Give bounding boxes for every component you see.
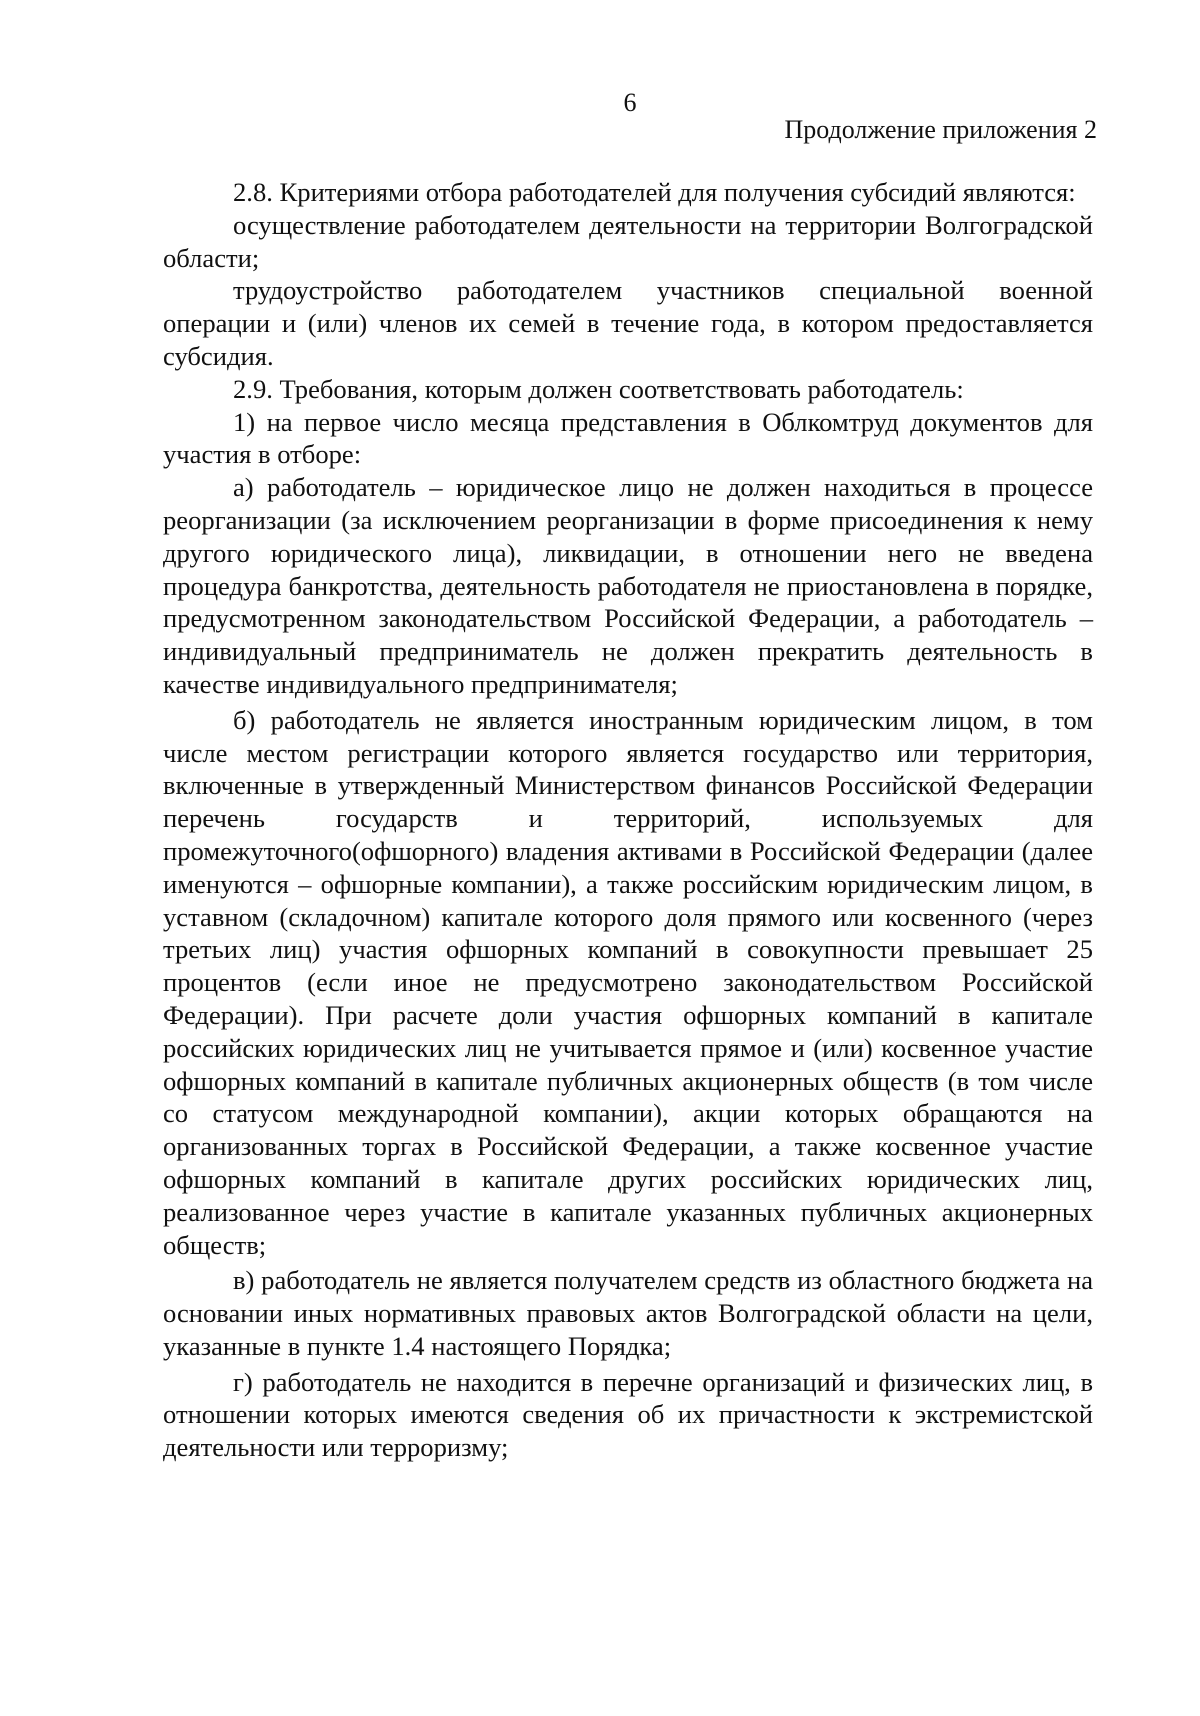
paragraph-item-g: г) работодатель не находится в перечне организаций и физических лиц, в отношении которых имеются сведения об их причастности к экстремистской деятельности или терроризму;	[163, 1366, 1093, 1463]
document-body	[163, 176, 1093, 1464]
paragraph-criterion-employment: трудоустройство работодателем участников специальной военной операции и (или) членов их семей в течение года, в котором предоставляется субсидия.	[163, 275, 1093, 371]
paragraph-item-v: в) работодатель не является получателем средств из областного бюджета на основании иных нормативных правовых актов Волгоградской области на цели, указанные в пункте 1.4 настоящего Порядка;	[163, 1265, 1093, 1361]
paragraph-item-a: а) работодатель – юридическое лицо не должен находиться в процессе реорганизации (за исключением реорганизации в форме присоединения к нему другого юридического лица), ликвидации, в отношении него не введена процедура банкротства, деятельность работодателя не приостановлена в порядке, предусмотренном законодательством Российской Федерации, а работодатель – индивидуальный предприниматель не должен прекратить деятельность в качестве индивидуального предпринимателя;	[163, 472, 1093, 699]
page-number: 6	[623, 88, 637, 117]
paragraph-2-8: 2.8. Критериями отбора работодателей для получения субсидий являются:	[233, 177, 1076, 207]
paragraph-2-9: 2.9. Требования, которым должен соответствовать работодатель:	[233, 373, 964, 404]
appendix-continuation-label: Продолжение приложения 2	[784, 115, 1097, 144]
paragraph-item-1: 1) на первое число месяца представления в Облкомтруд документов для участия в отборе:	[163, 406, 1093, 470]
paragraph-item-b: б) работодатель не является иностранным юридическим лицом, в том числе местом регистрации которого является государство или территория, включенные в утвержденный Министерством финансов Российской Федерации перечень государств и территорий, используемых для промежуточного(офшорного) владения активами в Российской Федерации (далее именуются – офшорные компании), а также российским юридическим лицом, в уставном (складочном) капитале которого доля прямого или косвенного (через третьих лиц) участия офшорных компаний в совокупности превышает 25 процентов (если иное не предусмотрено законодательством Российской Федерации). При расчете доли участия офшорных компаний в капитале российских юридических лиц не учитывается прямое и (или) косвенное участие офшорных компаний в капитале публичных акционерных обществ (в том числе со статусом международной компании), акции которых обращаются на организованных торгах в Российской Федерации, а также косвенное участие офшорных компаний в капитале других российских юридических лиц, реализованное через участие в капитале указанных публичных акционерных обществ;	[163, 704, 1093, 1260]
paragraph-criterion-territory: осуществление работодателем деятельности на территории Волгоградской области;	[163, 209, 1093, 273]
